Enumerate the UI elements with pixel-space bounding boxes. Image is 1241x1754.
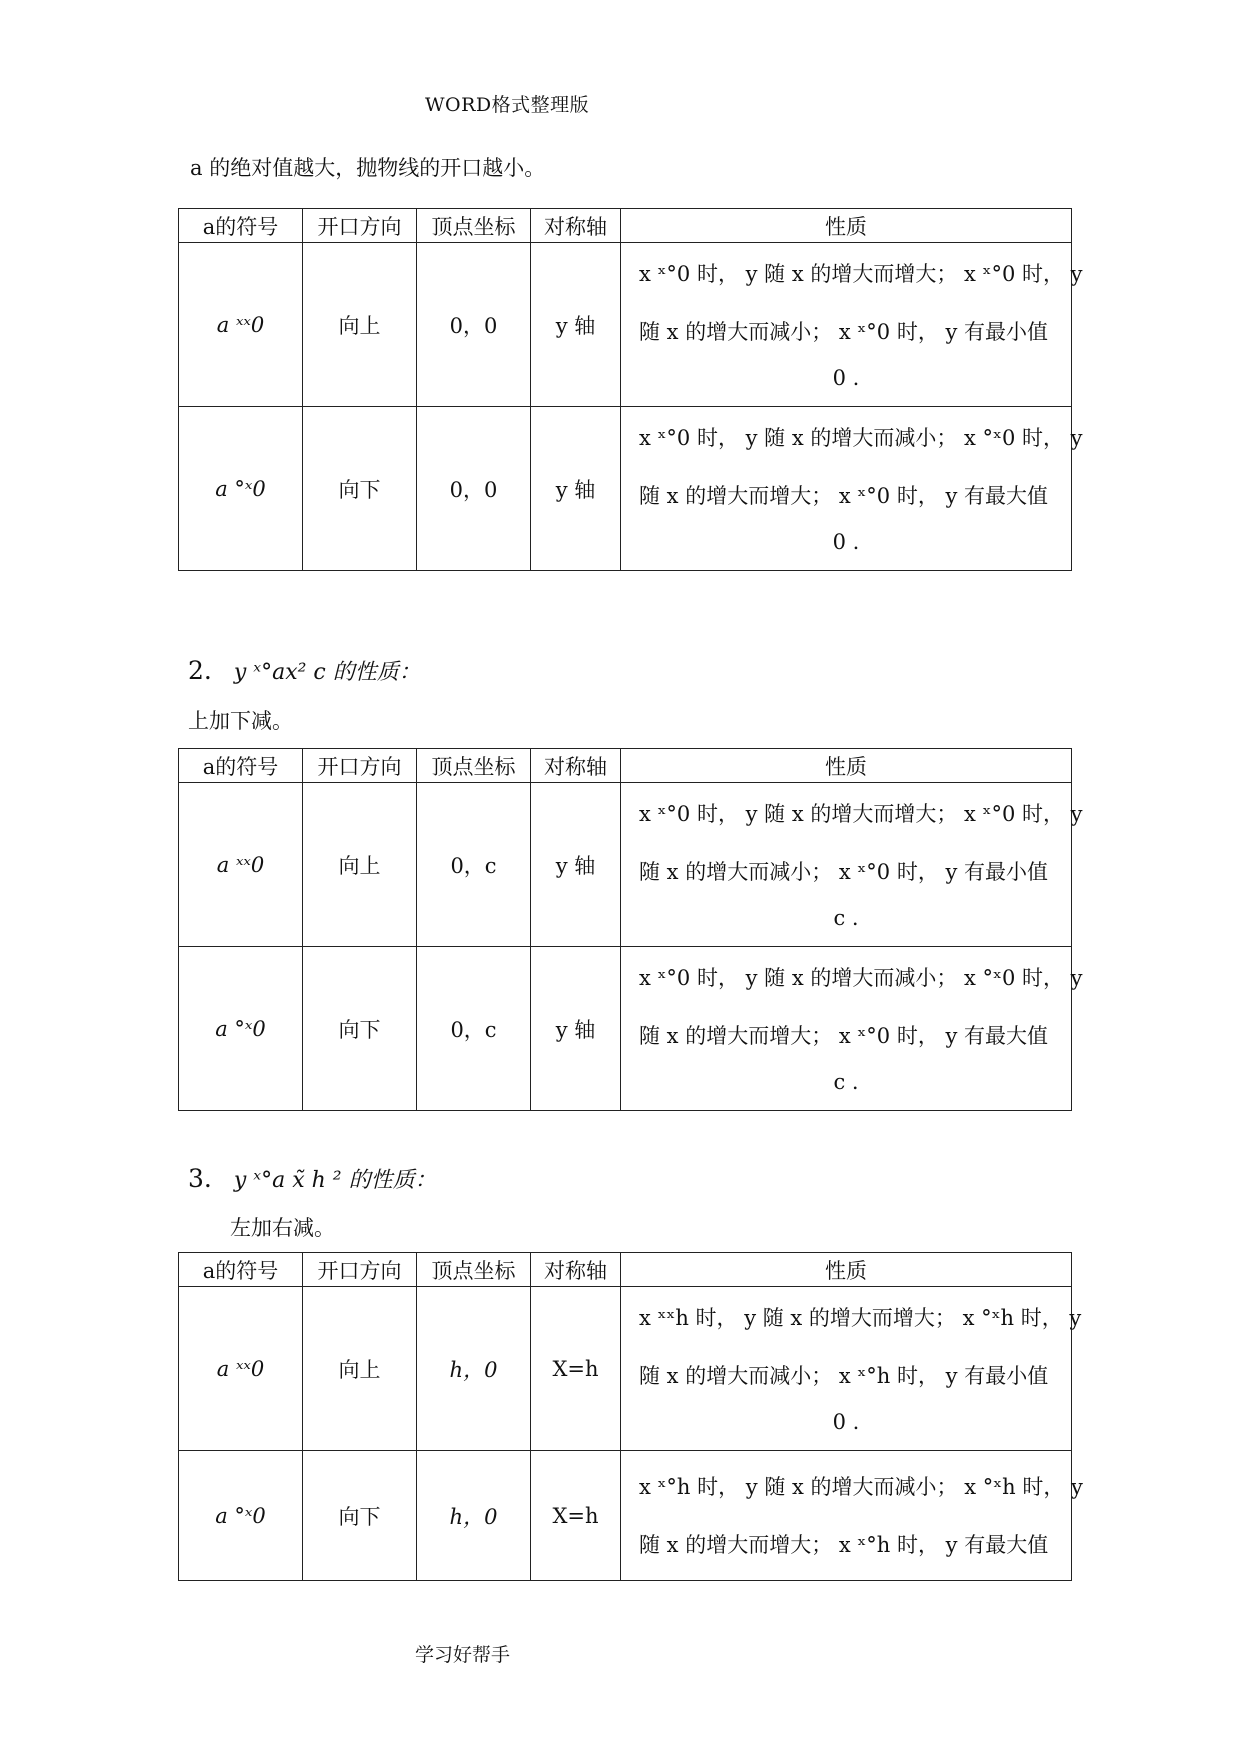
table-row [179,1287,1072,1451]
property-line: 随 x 的增大而减小； x ˣ°0 时， y 有最小值 [639,859,1049,884]
section-2-title [188,655,421,686]
properties-table-2 [178,748,1083,1111]
property-line: 随 x 的增大而增大； x ˣ°0 时， y 有最大值 [639,483,1049,508]
axis-cell: y 轴 [531,243,621,407]
direction-cell: 向下 [303,1451,417,1581]
col-header-axis: 对称轴 [531,749,621,783]
property-line: 0 . [832,365,860,390]
property-line: 随 x 的增大而增大； x ˣ°0 时， y 有最大值 [639,1023,1049,1048]
property-line: 0 . [832,1409,860,1434]
direction-cell: 向上 [303,1287,417,1451]
vertex-cell: 0，0 [417,407,531,571]
direction-cell: 向上 [303,783,417,947]
section-3-subtitle: 左加右减。 [230,1216,335,1240]
section-formula: y ˣ°ax² c 的性质： [233,660,421,685]
col-header-direction: 开口方向 [303,749,417,783]
axis-cell: X=h [531,1287,621,1451]
col-header-property: 性质 [621,749,1072,783]
axis-cell: y 轴 [531,783,621,947]
property-cell [621,243,1083,407]
table-header-row [179,749,1072,783]
properties-table-1 [178,208,1083,571]
section-number: 2. [188,656,212,685]
section-3-title [188,1163,437,1194]
section-2-subtitle: 上加下减。 [188,709,293,733]
col-header-vertex: 顶点坐标 [417,209,531,243]
table-row [179,947,1072,1111]
col-header-property: 性质 [621,209,1072,243]
section-number: 3. [188,1164,212,1193]
axis-cell: X=h [531,1451,621,1581]
property-cell [621,407,1083,571]
axis-cell: y 轴 [531,407,621,571]
col-header-property: 性质 [621,1253,1072,1287]
property-line: x ˣ°0 时， y 随 x 的增大而减小； x °ˣ0 时， y [639,965,1083,990]
property-cell [621,1451,1083,1581]
property-line: 随 x 的增大而增大； x ˣ°h 时， y 有最大值 [639,1532,1049,1557]
direction-cell: 向下 [303,407,417,571]
vertex-cell: h，0 [417,1287,531,1451]
direction-cell: 向上 [303,243,417,407]
col-header-axis: 对称轴 [531,1253,621,1287]
vertex-cell: 0，c [417,947,531,1111]
col-header-vertex: 顶点坐标 [417,749,531,783]
property-line: 随 x 的增大而减小； x ˣ°h 时， y 有最小值 [639,1363,1049,1388]
col-header-sign: a的符号 [179,209,303,243]
sign-cell: a °ˣ0 [179,1451,303,1581]
property-cell [621,1287,1082,1451]
sign-cell: a °ˣ0 [179,947,303,1111]
sign-cell: a ˣˣ0 [179,243,303,407]
table-header-row [179,1253,1072,1287]
table-row [179,243,1072,407]
sign-cell: a ˣˣ0 [179,783,303,947]
property-line: c . [833,905,859,930]
direction-cell: 向下 [303,947,417,1111]
sign-cell: a ˣˣ0 [179,1287,303,1451]
sign-cell: a °ˣ0 [179,407,303,571]
col-header-axis: 对称轴 [531,209,621,243]
col-header-direction: 开口方向 [303,209,417,243]
property-line: x ˣ°0 时， y 随 x 的增大而增大； x ˣ°0 时， y [639,801,1083,826]
col-header-direction: 开口方向 [303,1253,417,1287]
page-header: WORD格式整理版 [425,94,590,116]
property-line: c . [833,1069,859,1094]
property-line: x ˣ°0 时， y 随 x 的增大而减小； x °ˣ0 时， y [639,425,1083,450]
property-line: x ˣ°0 时， y 随 x 的增大而增大； x ˣ°0 时， y [639,261,1083,286]
property-line: 0 . [832,529,860,554]
table-row [179,1451,1072,1581]
col-header-sign: a的符号 [179,749,303,783]
section-formula: y ˣ°a x̃ h ² 的性质： [233,1168,437,1193]
table-row [179,783,1072,947]
axis-cell: y 轴 [531,947,621,1111]
property-line: 随 x 的增大而减小； x ˣ°0 时， y 有最小值 [639,319,1049,344]
col-header-vertex: 顶点坐标 [417,1253,531,1287]
col-header-sign: a的符号 [179,1253,303,1287]
page-footer: 学习好帮手 [415,1644,511,1666]
table-row [179,407,1072,571]
table-header-row [179,209,1072,243]
property-cell [621,783,1083,947]
vertex-cell: 0，0 [417,243,531,407]
vertex-cell: 0，c [417,783,531,947]
property-line: x ˣˣh 时， y 随 x 的增大而增大； x °ˣh 时， y [639,1305,1082,1330]
intro-line: a 的绝对值越大，抛物线的开口越小。 [190,156,546,180]
property-cell [621,947,1083,1111]
property-line: x ˣ°h 时， y 随 x 的增大而减小； x °ˣh 时， y [639,1474,1083,1499]
vertex-cell: h，0 [417,1451,531,1581]
properties-table-3 [178,1252,1083,1581]
